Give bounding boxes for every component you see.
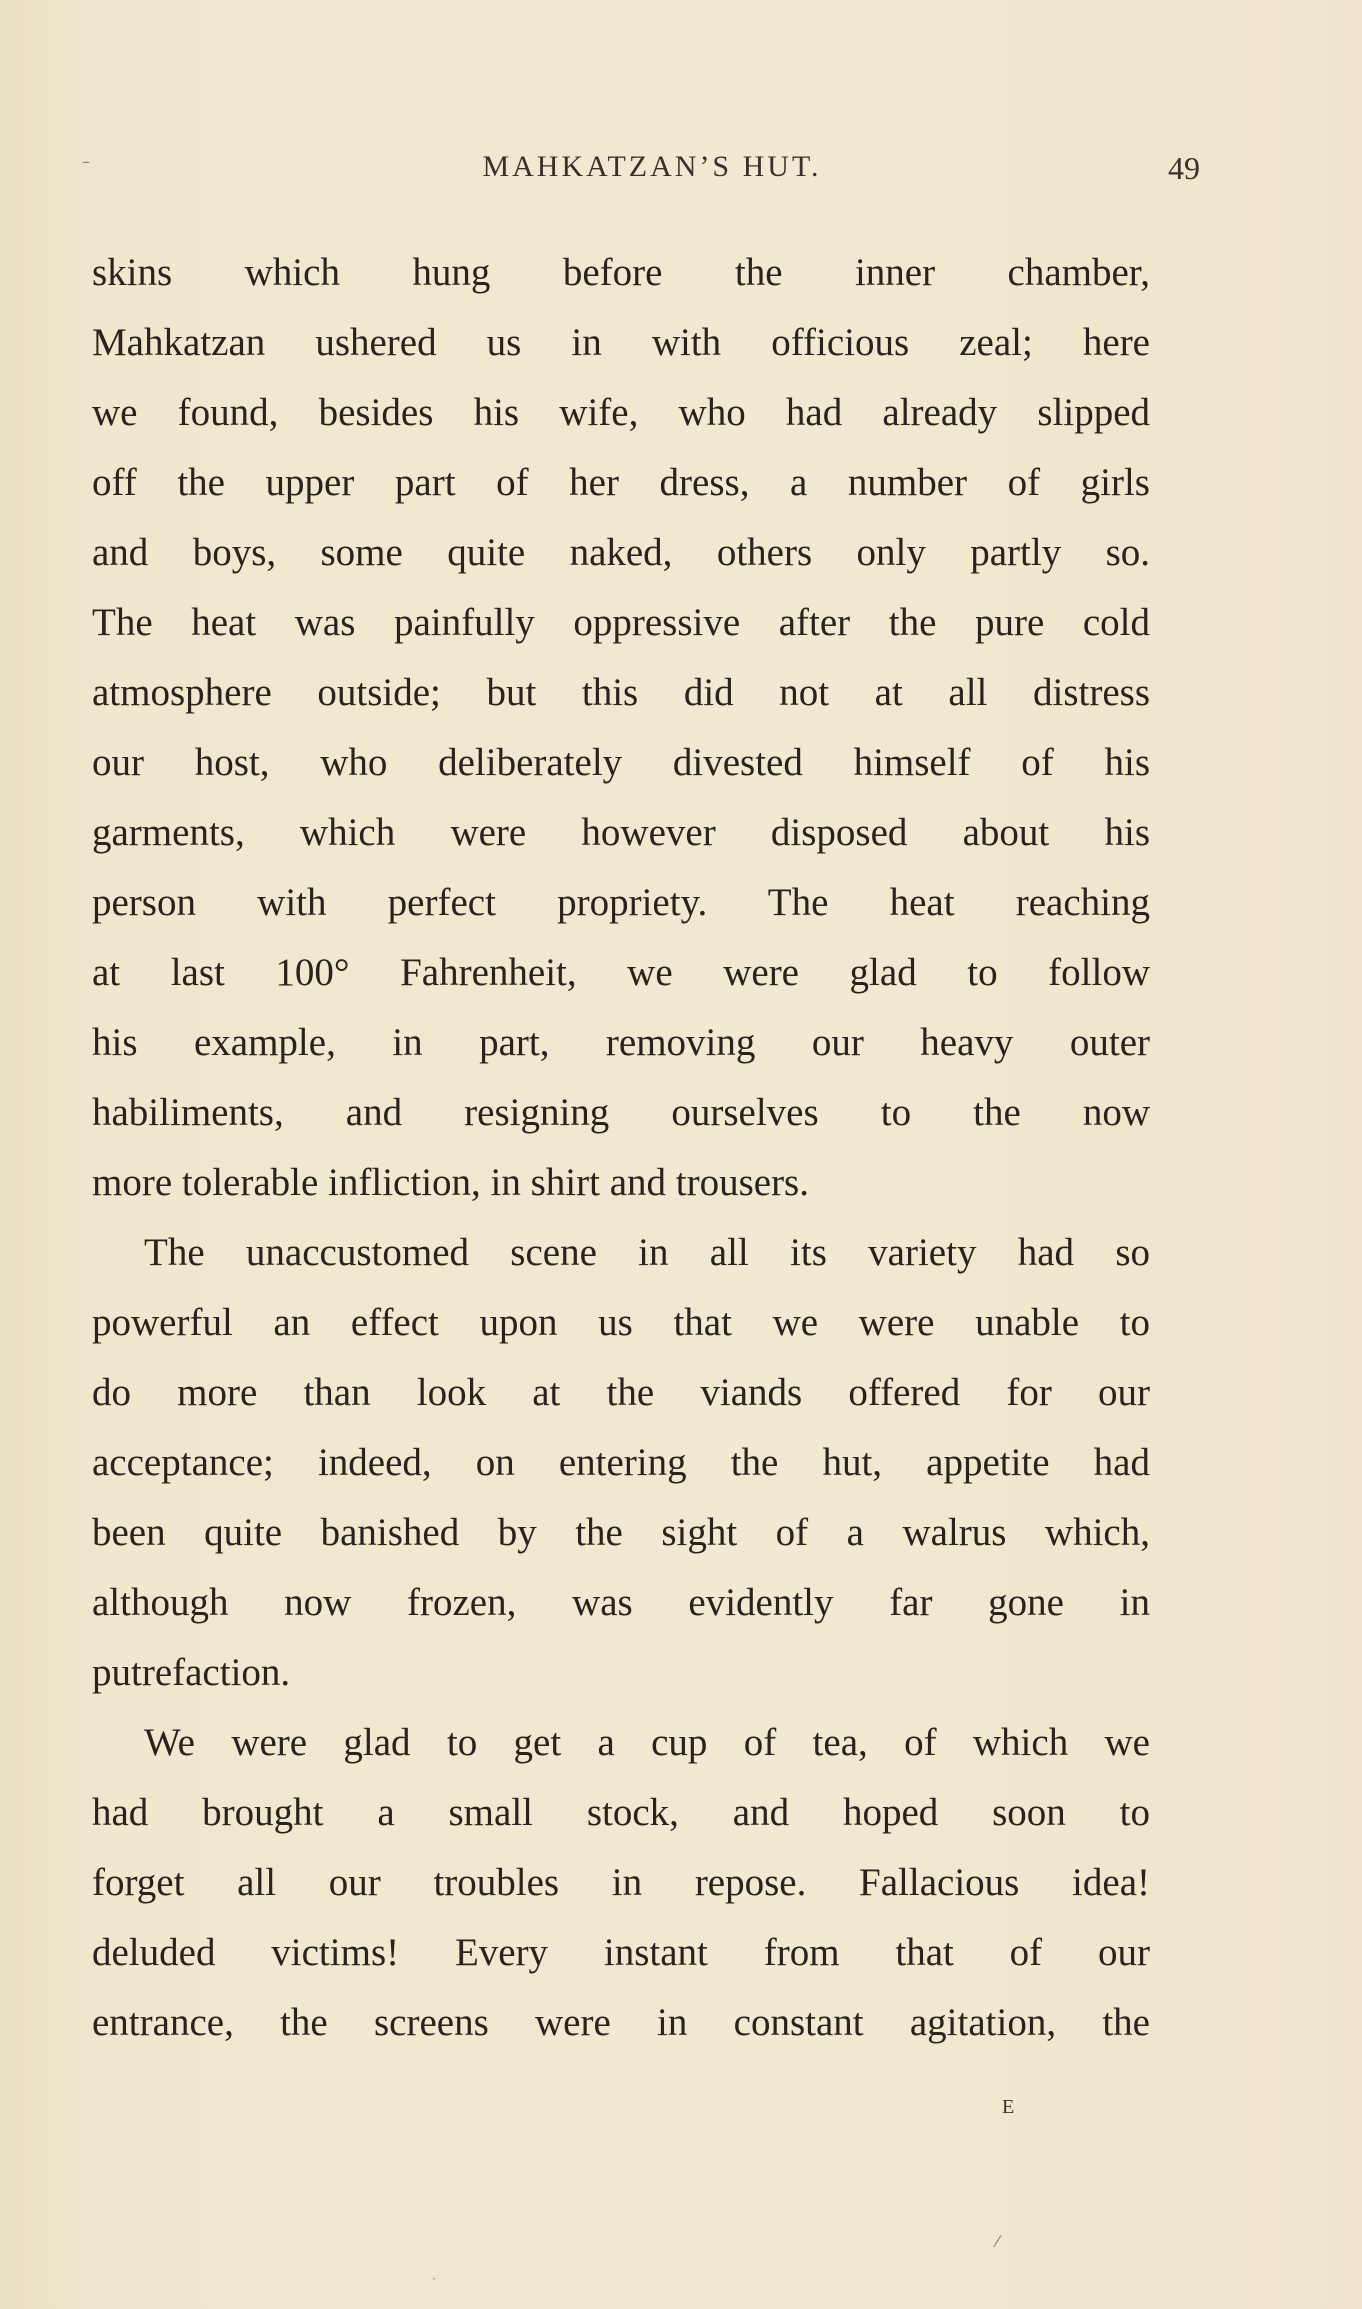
text-line: garments, which were however disposed about his [92, 811, 1150, 854]
body-text [92, 238, 1150, 2058]
signature-mark: E [1002, 2096, 1016, 2118]
text-line: atmosphere outside; but this did not at all distress [92, 671, 1150, 714]
text-line: Mahkatzan ushered us in with officious zeal; here [92, 321, 1150, 364]
text-line: more tolerable infliction, in shirt and trousers. [92, 1161, 809, 1204]
margin-tick-mark: ⁄ [996, 2232, 999, 2251]
text-line: at last 100° Fahrenheit, we were glad to follow [92, 951, 1150, 994]
text-line: had brought a small stock, and hoped soon to [92, 1791, 1150, 1834]
margin-dash-mark: – [82, 152, 90, 171]
text-line: and boys, some quite naked, others only partly so. [92, 531, 1150, 574]
text-line: The unaccustomed scene in all its variety had so [144, 1231, 1150, 1274]
text-line: been quite banished by the sight of a walrus which, [92, 1511, 1150, 1554]
running-title: MAHKATZAN’S HUT. [482, 150, 822, 183]
margin-dot-mark: · [432, 2272, 436, 2286]
text-line: forget all our troubles in repose. Fallacious idea! [92, 1861, 1150, 1904]
text-line: we found, besides his wife, who had already slipped [92, 391, 1150, 434]
text-line: The heat was painfully oppressive after the pure cold [92, 601, 1150, 644]
text-line: off the upper part of her dress, a number of girls [92, 461, 1150, 504]
text-line: his example, in part, removing our heavy outer [92, 1021, 1150, 1064]
text-line: putrefaction. [92, 1651, 291, 1694]
text-line: powerful an effect upon us that we were unable to [92, 1301, 1150, 1344]
text-line: We were glad to get a cup of tea, of which we [144, 1721, 1150, 1764]
text-line: deluded victims! Every instant from that of our [92, 1931, 1150, 1974]
running-head [92, 150, 1212, 200]
text-line: skins which hung before the inner chamber, [92, 251, 1150, 294]
text-line: habiliments, and resigning ourselves to the now [92, 1091, 1150, 1134]
page-number: 49 [1168, 150, 1200, 186]
text-line: do more than look at the viands offered for our [92, 1371, 1150, 1414]
text-line: entrance, the screens were in constant agitation, the [92, 2001, 1150, 2044]
text-line: although now frozen, was evidently far gone in [92, 1581, 1150, 1624]
text-line: acceptance; indeed, on entering the hut, appetite had [92, 1441, 1150, 1484]
text-line: our host, who deliberately divested himself of his [92, 741, 1150, 784]
text-line: person with perfect propriety. The heat reaching [92, 881, 1150, 924]
